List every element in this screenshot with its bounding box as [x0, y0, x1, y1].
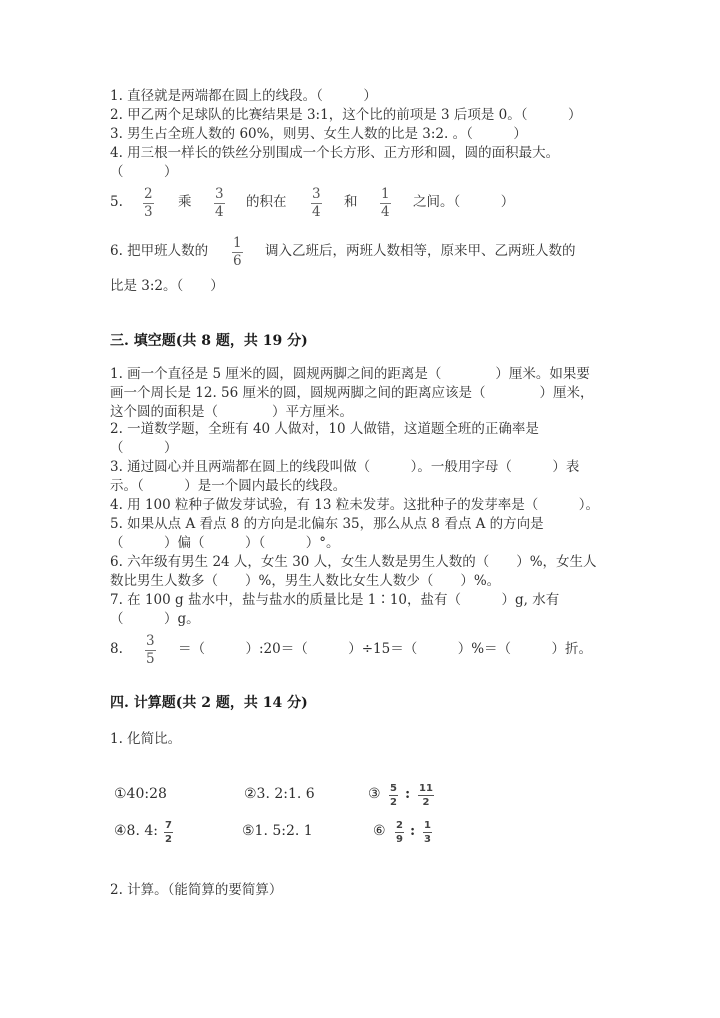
ratio-separator: : — [410, 823, 416, 839]
fraction-2-9: 2 9 — [396, 820, 403, 845]
fraction-1-4: 1 4 — [381, 186, 390, 220]
fraction-5-2: 5 2 — [390, 783, 397, 808]
question-number: 5. — [110, 194, 123, 210]
fill-blank-line: 画一个周长是 12. 56 厘米的圆，圆规两脚之间的距离应该是（ ）厘米， — [110, 385, 594, 401]
fill-blank-line: 数比男生人数多（ ）%，男生人数比女生人数少（ ）%。 — [110, 573, 501, 589]
fraction-11-2: 11 2 — [419, 783, 433, 808]
judgment-question-1: 1. 直径就是两端都在圆上的线段。（ ） — [110, 88, 377, 104]
question-suffix: 调入乙班后，两班人数相等，原来甲、乙两班人数的 — [265, 243, 576, 259]
fill-blank-line: （ ）偏（ ）（ ）°。 — [110, 535, 340, 551]
ratio-item-2: ②3. 2:1. 6 — [244, 786, 315, 802]
fill-blank-line: 4. 用 100 粒种子做发芽试验，有 13 粒未发芽。这批种子的发芽率是（ ）。 — [110, 497, 600, 513]
fill-blank-line: 示。（ ）是一个圆内最长的线段。 — [110, 478, 347, 494]
ratio-label: ③ — [368, 786, 381, 802]
fill-blank-line: 3. 通过圆心并且两端都在圆上的线段叫做（ ）。一般用字母（ ）表 — [110, 459, 580, 475]
fraction-1-6: 1 6 — [233, 235, 242, 269]
fill-blank-line: 5. 如果从点 A 看点 8 的方向是北偏东 35，那么从点 8 看点 A 的方向是 — [110, 516, 544, 532]
word-product-in: 的积在 — [246, 194, 287, 210]
calculation-question-1-label: 1. 化简比。 — [110, 731, 182, 747]
fraction-3-4: 3 4 — [215, 186, 224, 220]
fraction-1-3: 1 3 — [424, 820, 431, 845]
fraction-7-2: 7 2 — [165, 820, 172, 845]
question-tail: ＝（ ）:20＝（ ）÷15＝（ ）%＝（ ）折。 — [178, 641, 593, 657]
judgment-question-2: 2. 甲乙两个足球队的比赛结果是 3:1，这个比的前项是 3 后项是 0。（ ） — [110, 107, 582, 123]
fill-blank-line: 6. 六年级有男生 24 人，女生 30 人，女生人数是男生人数的（ ）%，女生人 — [110, 554, 597, 570]
judgment-question-4: 4. 用三根一样长的铁丝分别围成一个长方形、正方形和圆，圆的面积最大。 — [110, 145, 560, 161]
ratio-label: ⑥ — [373, 823, 386, 839]
word-and: 和 — [344, 194, 358, 210]
judgment-question-4-answer-blank: （ ） — [110, 164, 178, 180]
calculation-question-2-label: 2. 计算。（能简算的要简算） — [110, 882, 283, 898]
ratio-label: ④8. 4: — [114, 823, 158, 839]
question-prefix: 6. 把甲班人数的 — [110, 243, 209, 259]
ratio-item-5: ⑤1. 5:2. 1 — [242, 823, 313, 839]
question-number: 8. — [110, 641, 123, 657]
section-heading-calculation: 四. 计算题(共 2 题，共 14 分) — [110, 695, 308, 711]
question-tail: 之间。（ ） — [413, 194, 515, 210]
fill-blank-line: 2. 一道数学题，全班有 40 人做对，10 人做错，这道题全班的正确率是 — [110, 421, 539, 437]
question-line-2: 比是 3:2。（ ） — [110, 278, 224, 294]
fraction-3-5: 3 5 — [146, 633, 155, 667]
fill-blank-line: （ ）g。 — [110, 611, 200, 627]
word-multiply: 乘 — [178, 194, 192, 210]
fraction-2-3: 2 3 — [144, 186, 153, 220]
fill-blank-line: （ ） — [110, 440, 178, 456]
ratio-separator: : — [405, 786, 411, 802]
fraction-3-4-b: 3 4 — [312, 186, 321, 220]
fill-blank-line: 7. 在 100 g 盐水中，盐与盐水的质量比是 1∶10，盐有（ ）g, 水有 — [110, 592, 560, 608]
judgment-question-3: 3. 男生占全班人数的 60%，则男、女生人数的比是 3:2. 。（ ） — [110, 126, 527, 142]
ratio-item-1: ①40:28 — [114, 786, 167, 802]
fill-blank-line: 这个圆的面积是（ ）平方厘米。 — [110, 404, 353, 420]
fill-blank-line: 1. 画一个直径是 5 厘米的圆，圆规两脚之间的距离是（ ）厘米。如果要 — [110, 366, 590, 382]
section-heading-fill-blank: 三. 填空题(共 8 题，共 19 分) — [110, 333, 308, 349]
